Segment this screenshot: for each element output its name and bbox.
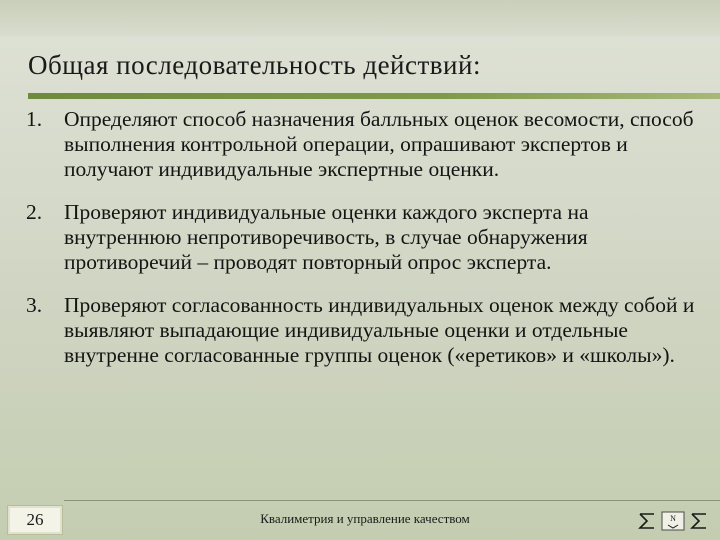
item-number: 3. xyxy=(26,293,43,317)
item-text: Проверяют индивидуальные оценки каждого эксперта на внутреннюю непротиворечивость, в случае обнаружения противоречий – проводят повторный опрос эксперта. xyxy=(64,200,589,274)
footer-course-title: Квалиметрия и управление качеством xyxy=(260,511,470,526)
title-underline-bar xyxy=(28,93,720,99)
list-item xyxy=(26,107,706,182)
list-item xyxy=(26,293,706,368)
sum-icon[interactable] xyxy=(692,514,706,528)
item-number: 1. xyxy=(26,107,43,131)
item-text: Определяют способ назначения балльных оценок весомости, способ выполнения контрольной операции, опрашивают экспертов и получают индивидуальные экспертные оценки. xyxy=(64,107,694,181)
item-number: 2. xyxy=(26,200,43,224)
slide-title: Общая последовательность действий: xyxy=(28,50,481,80)
svg-text:N: N xyxy=(670,514,676,523)
footer-divider xyxy=(64,500,720,501)
sum-icon[interactable] xyxy=(640,514,654,528)
top-band xyxy=(0,0,720,36)
navigation-controls[interactable] xyxy=(634,508,714,534)
n-nav-icon[interactable] xyxy=(662,512,684,530)
list-item xyxy=(26,200,706,275)
item-list xyxy=(26,107,706,386)
item-text: Проверяют согласованность индивидуальных оценок между собой и выявляют выпадающие индивидуальные оценки и отдельные внутренне согласованные группы оценок («еретиков» и «школы»). xyxy=(64,293,695,367)
page-number: 26 xyxy=(7,505,63,535)
